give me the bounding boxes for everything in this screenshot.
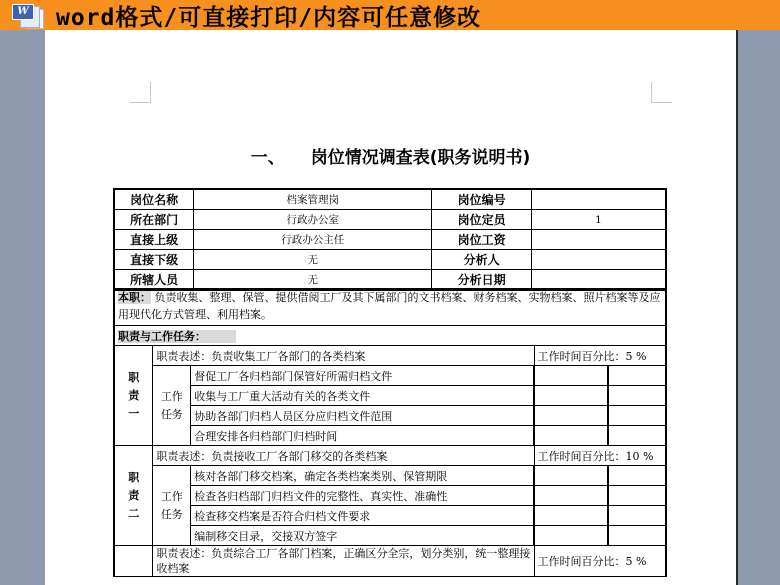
info-row <box>114 270 666 291</box>
task-item: 检查各归档部门归档文件的完整性、真实性、准确性 <box>191 486 534 506</box>
task-cell-empty <box>534 506 608 526</box>
field-label: 直接下级 <box>114 250 194 270</box>
field-value <box>531 230 666 250</box>
task-cell-empty <box>534 526 608 546</box>
task-item: 核对各部门移交档案，确定各类档案类别、保管期限 <box>191 466 534 486</box>
work-time-percentage: 工作时间百分比：10 % <box>534 446 666 466</box>
task-cell-empty <box>608 366 666 386</box>
field-value: 档案管理岗 <box>194 189 432 210</box>
work-time-percentage: 工作时间百分比：5 % <box>534 546 666 577</box>
info-row <box>114 250 666 270</box>
banner <box>0 0 780 30</box>
word-document-icon: W <box>6 2 46 28</box>
task-item: 检查移交档案是否符合归档文件要求 <box>191 506 534 526</box>
field-label: 直接上级 <box>114 230 194 250</box>
task-item: 督促工厂各归档部门保管好所需归档文件 <box>191 366 534 386</box>
info-row <box>114 189 666 210</box>
task-cell-empty <box>608 406 666 426</box>
field-value: 行政办公室 <box>194 210 432 230</box>
task-row <box>114 386 666 406</box>
task-cell-empty <box>534 426 608 446</box>
task-cell-empty <box>534 486 608 506</box>
task-cell-empty <box>534 386 608 406</box>
field-label: 分析人 <box>432 250 532 270</box>
task-row <box>114 426 666 446</box>
field-label: 岗位定员 <box>432 210 532 230</box>
task-item: 收集与工厂重大活动有关的各类文件 <box>191 386 534 406</box>
task-row <box>114 526 666 546</box>
duty-description: 职责表述：负责接收工厂各部门移交的各类档案 <box>153 446 534 466</box>
margin-corner-mark <box>651 82 672 103</box>
task-cell-empty <box>534 366 608 386</box>
task-row <box>114 366 666 386</box>
work-time-percentage: 工作时间百分比：5 % <box>534 346 666 366</box>
task-cell-empty <box>608 426 666 446</box>
task-row <box>114 506 666 526</box>
info-row <box>114 210 666 230</box>
field-value: 1 <box>531 210 666 230</box>
task-row <box>114 406 666 426</box>
task-cell-empty <box>608 526 666 546</box>
task-label: 工作 任务 <box>153 366 191 446</box>
info-row <box>114 230 666 250</box>
field-label: 分析日期 <box>432 270 532 291</box>
field-label: 岗位名称 <box>114 189 194 210</box>
duty-label: 职 责 一 <box>114 346 153 446</box>
margin-corner-mark <box>130 82 151 103</box>
duty-label: 职 责 二 <box>114 446 153 546</box>
task-cell-empty <box>534 406 608 426</box>
duty-description: 职责表述：负责综合工厂各部门档案，正确区分全宗，划分类别，统一整理接收档案 <box>153 546 534 577</box>
duties-header-cell: 职责与工作任务： <box>114 326 666 346</box>
document-title: 一、 岗位情况调查表(职务说明书) <box>250 148 531 168</box>
task-cell-empty <box>608 386 666 406</box>
job-info-table <box>113 188 667 291</box>
task-item: 协助各部门归档人员区分应归档文件范围 <box>191 406 534 426</box>
duties-table <box>113 288 667 577</box>
duty-description: 职责表述：负责收集工厂各部门的各类档案 <box>153 346 534 366</box>
field-label: 岗位编号 <box>432 189 532 210</box>
field-value <box>531 270 666 291</box>
banner-text: word格式/可直接打印/内容可任意修改 <box>56 4 482 31</box>
field-label: 所辖人员 <box>114 270 194 291</box>
task-cell-empty <box>608 466 666 486</box>
task-cell-empty <box>608 486 666 506</box>
task-row <box>114 466 666 486</box>
document-page <box>45 30 738 585</box>
task-item: 合理安排各归档部门归档时间 <box>191 426 534 446</box>
duty-label <box>114 546 153 577</box>
task-row <box>114 486 666 506</box>
duty-desc-row <box>114 346 666 366</box>
field-value <box>531 250 666 270</box>
task-cell-empty <box>534 466 608 486</box>
duty-desc-row <box>114 446 666 466</box>
field-label: 所在部门 <box>114 210 194 230</box>
duty-desc-row <box>114 546 666 577</box>
field-value: 无 <box>194 270 432 291</box>
task-item: 编制移交目录，交接双方签字 <box>191 526 534 546</box>
field-label: 岗位工资 <box>432 230 532 250</box>
task-cell-empty <box>608 506 666 526</box>
field-value: 行政办公主任 <box>194 230 432 250</box>
mission-cell: 本职： 负责收集、整理、保管、提供借阅工厂及其下属部门的文书档案、财务档案、实物档案、照片档案等及应用现代化方式管理、利用档案。 <box>114 289 666 326</box>
field-value: 无 <box>194 250 432 270</box>
task-label: 工作 任务 <box>153 466 191 546</box>
field-value <box>531 189 666 210</box>
